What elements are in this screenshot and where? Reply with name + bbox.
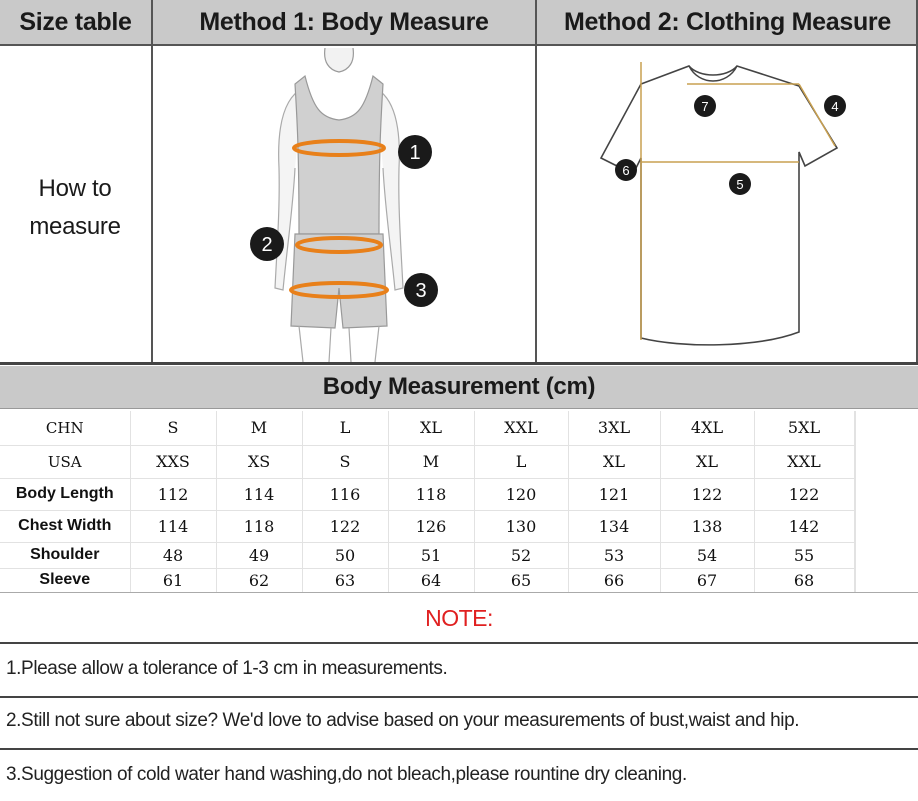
table-cell-empty <box>854 510 855 542</box>
table-row <box>0 411 855 445</box>
table-cell: XS <box>216 445 302 478</box>
svg-text:3: 3 <box>415 280 427 302</box>
table-cell: 112 <box>130 478 216 510</box>
table-cell: 134 <box>568 510 660 542</box>
table-cell: 54 <box>660 542 754 568</box>
svg-text:5: 5 <box>736 177 744 192</box>
svg-text:7: 7 <box>701 99 709 114</box>
row-label: CHN <box>0 411 130 445</box>
row-label: Shoulder <box>0 542 130 568</box>
note-line-1: 1.Please allow a tolerance of 1-3 cm in measurements. <box>6 658 448 679</box>
row-label: Body Length <box>0 478 130 510</box>
how-to-line-2: measure <box>29 213 121 240</box>
table-cell: 68 <box>754 568 854 592</box>
table-cell-empty <box>854 478 855 510</box>
table-cell: S <box>130 411 216 445</box>
svg-text:1: 1 <box>409 142 421 164</box>
how-to-measure-label <box>0 170 150 246</box>
marker-2 <box>250 227 284 261</box>
table-cell: L <box>302 411 388 445</box>
table-cell: 50 <box>302 542 388 568</box>
table-cell: 122 <box>302 510 388 542</box>
table-cell: 48 <box>130 542 216 568</box>
table-cell: XL <box>388 411 474 445</box>
table-cell: 126 <box>388 510 474 542</box>
table-cell: 49 <box>216 542 302 568</box>
note-rule-1 <box>0 642 918 644</box>
header-size-table: Size table <box>0 0 151 46</box>
table-cell: 55 <box>754 542 854 568</box>
table-row <box>0 568 855 592</box>
svg-text:2: 2 <box>261 234 273 256</box>
table-row <box>0 542 855 568</box>
table-cell: 118 <box>216 510 302 542</box>
table-cell-empty <box>854 542 855 568</box>
table-cell: 64 <box>388 568 474 592</box>
row-label: Chest Width <box>0 510 130 542</box>
table-row <box>0 510 855 542</box>
table-cell: 51 <box>388 542 474 568</box>
table-row <box>0 445 855 478</box>
row-label: Sleeve <box>0 568 130 592</box>
table-cell-empty <box>854 568 855 592</box>
svg-text:6: 6 <box>622 163 630 178</box>
table-cell: 142 <box>754 510 854 542</box>
header-method-1: Method 1: Body Measure <box>153 0 535 46</box>
table-cell: XXS <box>130 445 216 478</box>
table-cell: 65 <box>474 568 568 592</box>
table-cell: 61 <box>130 568 216 592</box>
table-cell: 130 <box>474 510 568 542</box>
clothing-measure-illustration <box>537 48 916 362</box>
table-cell: M <box>388 445 474 478</box>
table-cell: M <box>216 411 302 445</box>
body-figure-svg <box>153 48 535 362</box>
table-cell: 121 <box>568 478 660 510</box>
note-title: NOTE: <box>425 604 493 631</box>
table-cell: 52 <box>474 542 568 568</box>
table-cell: 3XL <box>568 411 660 445</box>
how-to-line-1: How to <box>38 175 112 202</box>
marker-7 <box>615 159 637 181</box>
body-measure-illustration <box>153 48 535 362</box>
table-cell: 66 <box>568 568 660 592</box>
table-cell: 138 <box>660 510 754 542</box>
table-cell: XXL <box>754 445 854 478</box>
marker-5 <box>729 173 751 195</box>
table-cell: XL <box>568 445 660 478</box>
divider-under-images <box>0 362 918 365</box>
table-cell: 114 <box>130 510 216 542</box>
table-cell: 53 <box>568 542 660 568</box>
table-cell: 122 <box>660 478 754 510</box>
table-cell: 118 <box>388 478 474 510</box>
size-table <box>0 411 856 593</box>
note-rule-3 <box>0 748 918 750</box>
note-rule-2 <box>0 696 918 698</box>
marker-6 <box>694 95 716 117</box>
shirt-figure-svg <box>537 48 916 362</box>
header-method-2: Method 2: Clothing Measure <box>537 0 918 46</box>
table-cell: 62 <box>216 568 302 592</box>
table-cell: 4XL <box>660 411 754 445</box>
table-cell: 67 <box>660 568 754 592</box>
table-row <box>0 478 855 510</box>
table-cell: XL <box>660 445 754 478</box>
table-cell: 63 <box>302 568 388 592</box>
table-cell: 120 <box>474 478 568 510</box>
table-cell: 114 <box>216 478 302 510</box>
table-cell: 122 <box>754 478 854 510</box>
svg-text:4: 4 <box>831 99 839 114</box>
marker-1 <box>398 135 432 169</box>
marker-4 <box>824 95 846 117</box>
table-cell-empty <box>854 445 855 478</box>
note-line-2: 2.Still not sure about size? We'd love to advise based on your measurements of bust,waist and hip. <box>6 710 800 731</box>
table-cell: 116 <box>302 478 388 510</box>
table-cell: 5XL <box>754 411 854 445</box>
table-cell: L <box>474 445 568 478</box>
note-line-3: 3.Suggestion of cold water hand washing,do not bleach,please rountine dry cleaning. <box>6 764 687 785</box>
note-section <box>0 592 918 801</box>
marker-3 <box>404 273 438 307</box>
table-cell: S <box>302 445 388 478</box>
body-measurement-title: Body Measurement (cm) <box>0 366 918 409</box>
table-cell: XXL <box>474 411 568 445</box>
row-label: USA <box>0 445 130 478</box>
table-cell-empty <box>854 411 855 445</box>
